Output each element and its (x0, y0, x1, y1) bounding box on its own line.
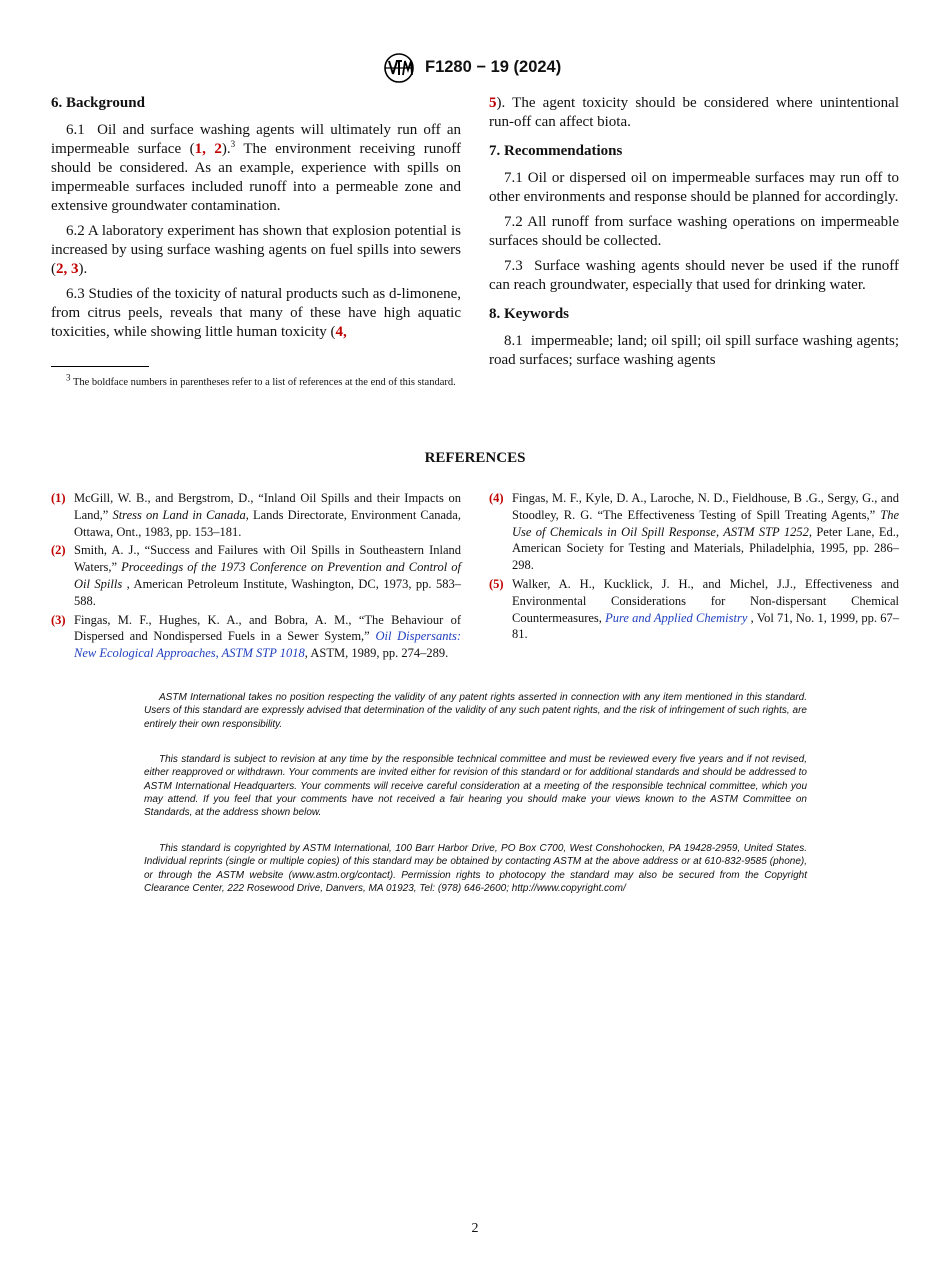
reference-text: McGill, W. B., and Bergstrom, D., “Inland Oil Spills and their Impacts on Land,” (74, 491, 461, 522)
para-text: A laboratory experiment has shown that explosion potential is increased by using surface washing agents on fuel spills into sewers ( (51, 223, 461, 277)
reference-text: , Peter Lane, Ed., American Society for Testing and Materials, Philadelphia, 1995, pp. 286–298. (512, 524, 899, 573)
reference-item (51, 542, 461, 609)
reference-item (489, 490, 899, 574)
reference-number: (5) (489, 576, 504, 591)
para-text: ). The agent toxicity should be considered where unintentional run-off can affect biota. (489, 95, 899, 130)
notice-text: This standard is subject to revision at any time by the responsible technical committee and must be reviewed every five years and if not revised, either reapproved or withdrawn. Your comments are invited either for revision of this standard or for additional standards and should be addressed to ASTM International Headquarters. Your comments will receive careful consideration at a meeting of the responsible technical committee, which you may attend. If you feel that your comments have not received a fair hearing you should make your views known to the ASTM Committee on Standards, at the address shown below. (144, 754, 807, 819)
reference-text: , American Petroleum Institute, Washington, DC, 1973, pp. 583–588. (74, 576, 461, 608)
ref-link[interactable]: 2 (214, 141, 222, 157)
para-6-2 (51, 222, 461, 279)
page-header (0, 52, 950, 84)
ref-link[interactable]: 2 (56, 261, 64, 277)
footnote-divider (51, 366, 149, 367)
para-text: Oil or dispersed oil on impermeable surfaces may run off to other environments and response should be planned for accordingly. (489, 170, 899, 205)
ref-link[interactable]: 4, (335, 324, 347, 340)
para-text: Surface washing agents should never be used if the runoff can reach groundwater, especially that used for drinking water. (489, 258, 899, 293)
ref-link[interactable]: 1 (194, 141, 203, 157)
para-number: 7.2 (504, 214, 523, 230)
section-8-heading: 8. Keywords (489, 306, 569, 322)
para-text: ). (221, 141, 231, 157)
revision-notice (144, 753, 807, 819)
para-7-3 (489, 257, 899, 295)
section-6-heading: 6. Background (51, 95, 145, 111)
para-6-3-continued (489, 94, 899, 132)
ref-link[interactable]: 5 (489, 95, 497, 111)
reference-item (51, 612, 461, 662)
reference-title: Stress on Land in Canada (112, 507, 246, 522)
reference-text: Walker, A. H., Kucklick, J. H., and Michel, J.J., Effectiveness and Environmental Considerations for Non-dispersant Chemical Countermeasures, (512, 576, 899, 625)
para-text: Oil and surface washing agents will ultimately run off an impermeable surface ( (51, 122, 462, 157)
para-number: 7.1 (504, 170, 523, 186)
para-text: ). (78, 261, 88, 277)
reference-link[interactable]: Oil Dispersants: New Ecological Approaches, ASTM STP 1018 (74, 629, 461, 661)
reference-text: Smith, A. J., “Success and Failures with Oil Spills in Southeastern Inland Waters,” (74, 543, 461, 575)
para-number: 8.1 (504, 333, 523, 349)
para-6-1 (51, 121, 461, 216)
section-7-heading: 7. Recommendations (489, 143, 623, 159)
astm-logo-icon (381, 52, 417, 84)
para-7-1 (489, 169, 899, 207)
reference-link[interactable]: Pure and Applied Chemistry (605, 610, 748, 625)
para-6-3 (51, 285, 461, 342)
footnote-text: The boldface numbers in parentheses refer to a list of references at the end of this standard. (72, 377, 456, 388)
right-column (489, 94, 899, 376)
reference-number: (1) (51, 491, 66, 505)
para-8-1 (489, 332, 899, 370)
standard-designation: F1280 − 19 (2024) (425, 58, 562, 76)
reference-title: The Use of Chemicals in Oil Spill Response, ASTM STP 1252 (512, 507, 899, 539)
left-column (51, 94, 461, 348)
para-number: 6.3 (66, 286, 85, 302)
references-title: REFERENCES (424, 450, 526, 466)
notice-text: This standard is copyrighted by ASTM International, 100 Barr Harbor Drive, PO Box C700, West Conshohocken, PA 19428-2959, United States. Individual reprints (single or multiple copies) of this standard may be obtained by contacting ASTM at the above address or at 610-832-9585 (phone), or through the ASTM website (www.astm.org/contact). Permission rights to photocopy the standard may also be secured from the Copyright Clearance Center, 222 Rosewood Drive, Danvers, MA 01923, Tel: (978) 646-2600; http://www.copyright.com/ (144, 843, 807, 894)
ref-link[interactable]: 3 (71, 261, 79, 277)
footnote-mark: 3 (230, 139, 236, 149)
patent-notice (144, 691, 807, 731)
para-text: impermeable; land; oil spill; oil spill surface washing agents; road surfaces; surface washing agents (489, 333, 900, 368)
reference-text: , ASTM, 1989, pp. 274–289. (304, 646, 449, 661)
footnote-mark: 3 (66, 372, 71, 383)
ref-separator: , (202, 141, 215, 157)
notice-text: ASTM International takes no position respecting the validity of any patent rights asserted in connection with any item mentioned in this standard. Users of this standard are expressly advised that determination of the validity of any such patent rights, and the risk of infringement of such rights, are entirely their own responsibility. (144, 692, 807, 730)
page-number: 2 (471, 1221, 479, 1236)
para-text: The environment receiving runoff should be considered. As an example, experience with spills on impermeable surfaces included runoff into a permeable zone and extensive groundwater contamination. (51, 141, 462, 214)
ref-separator: , (63, 261, 71, 277)
reference-text: , Vol 71, No. 1, 1999, pp. 67–81. (512, 610, 900, 642)
copyright-notice (144, 842, 807, 895)
reference-text: , Lands Directorate, Environment Canada, Ottawa, Ont., 1983, pp. 153–181. (74, 507, 461, 539)
reference-text: Fingas, M. F., Hughes, K. A., and Bobra, A. M., “The Behaviour of Dispersed and Nondispersed Fuels in a Sewer System,” (74, 612, 461, 644)
para-number: 6.1 (66, 122, 85, 138)
reference-title: Proceedings of the 1973 Conference on Prevention and Control of Oil Spills (74, 560, 461, 591)
reference-number: (4) (489, 491, 504, 505)
references-right (489, 490, 899, 645)
para-7-2 (489, 213, 899, 251)
reference-text: Fingas, M. F., Kyle, D. A., Laroche, N. D., Fieldhouse, B .G., Sergy, G., and Stoodley, R. G. “The Effectiveness Testing of Spill Treating Agents,” (512, 491, 899, 522)
reference-item (51, 490, 461, 540)
footnote (51, 372, 461, 390)
para-number: 6.2 (66, 223, 85, 239)
reference-item (489, 576, 899, 643)
reference-number: (2) (51, 543, 66, 558)
para-text: Studies of the toxicity of natural products such as d-limonene, from citrus peels, reveals that many of these have high aquatic toxicities, while showing little human toxicity ( (51, 286, 462, 340)
para-text: All runoff from surface washing operations on impermeable surfaces should be collected. (489, 214, 899, 249)
para-number: 7.3 (504, 258, 523, 274)
references-left (51, 490, 461, 664)
reference-number: (3) (51, 612, 66, 627)
